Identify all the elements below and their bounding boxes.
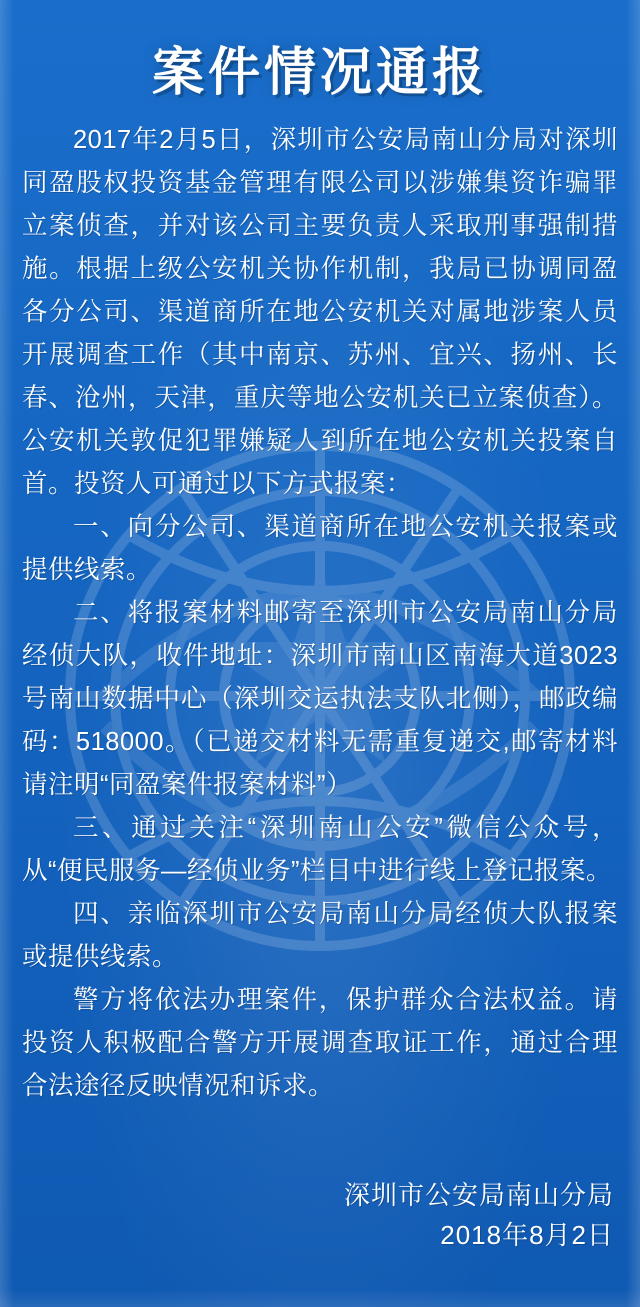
paragraph-intro: 2017年2月5日，深圳市公安局南山分局对深圳同盈股权投资基金管理有限公司以涉嫌集资诈骗罪立案侦查，并对该公司主要负责人采取刑事强制措施。根据上级公安机关协作机制，我局已协调同盈各分公司、渠道商所在地公安机关对属地涉案人员开展调查工作（其中南京、苏州、宜兴、扬州、长春、沧州，天津，重庆等地公安机关已立案侦查）。公安机关敦促犯罪嫌疑人到所在地公安机关投案自首。投资人可通过以下方式报案： — [22, 126, 618, 498]
signature-block — [344, 1175, 614, 1255]
notice-body — [22, 119, 618, 1108]
signature-date: 2018年8月2日 — [440, 1220, 614, 1250]
page-title: 案件情况通报 — [151, 43, 488, 103]
paragraph-item-3: 三、通过关注“深圳南山公安”微信公众号，从“便民服务—经侦业务”栏目中进行线上登记报案。 — [22, 814, 618, 885]
signature-organization: 深圳市公安局南山分局 — [343, 1180, 614, 1210]
paragraph-item-1: 一、向分公司、渠道商所在地公安机关报案或提供线索。 — [22, 513, 618, 584]
paragraph-item-4: 四、亲临深圳市公安局南山分局经侦大队报案或提供线索。 — [22, 900, 618, 971]
paragraph-item-2: 二、将报案材料邮寄至深圳市公安局南山分局经侦大队，收件地址：深圳市南山区南海大道3023号南山数据中心（深圳交运执法支队北侧），邮政编码：518000。（已递交材料无需重复递交,邮寄材料请注明“同盈案件报案材料”） — [22, 599, 618, 799]
paragraph-closing: 警方将依法办理案件，保护群众合法权益。请投资人积极配合警方开展调查取证工作，通过合理合法途径反映情况和诉求。 — [22, 986, 618, 1100]
bottom-edge-highlight — [0, 1289, 640, 1307]
